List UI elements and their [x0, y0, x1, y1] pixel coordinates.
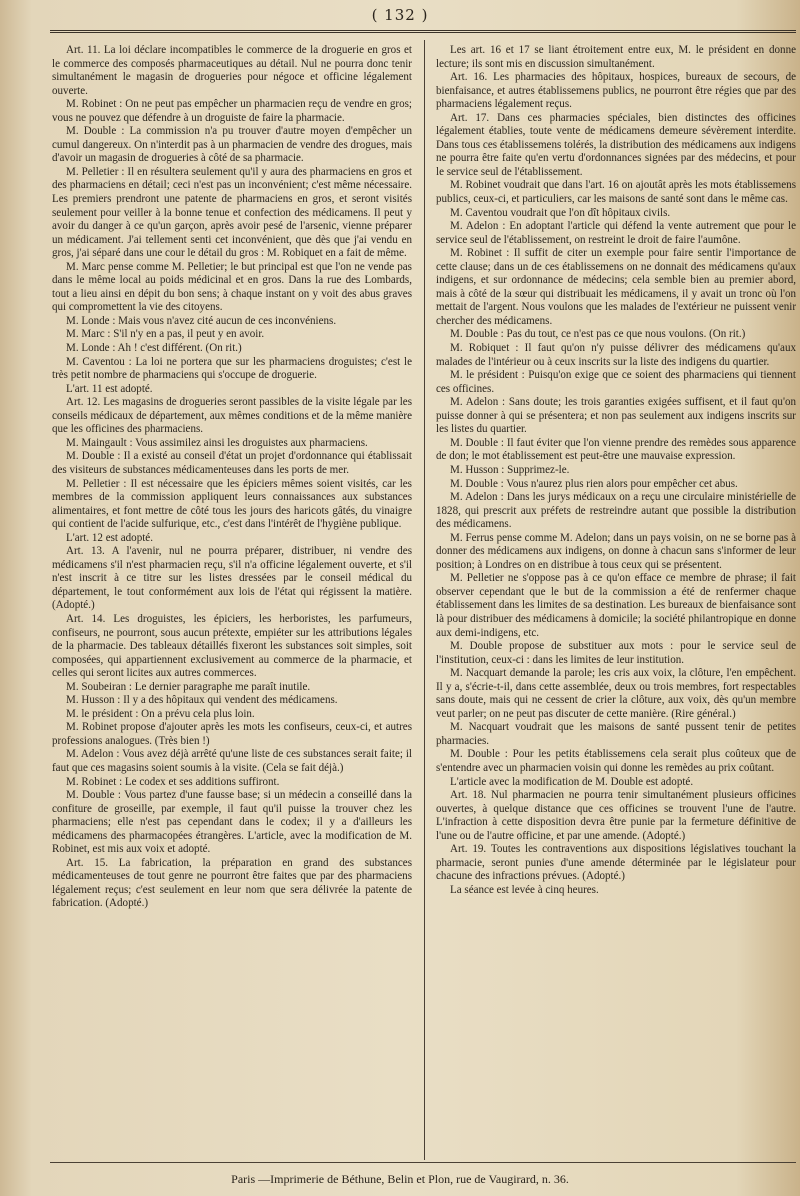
paragraph: M. Adelon : En adoptant l'article qui défend la vente autrement que pour le service seul de l'établissement, on restreint le droit de faire l'aumône. [436, 220, 796, 246]
paragraph: M. Nacquart voudrait que les maisons de santé pussent tenir de petites pharmacies. [436, 721, 796, 747]
page-number: ( 132 ) [371, 6, 429, 24]
paragraph: M. Soubeiran : Le dernier paragraphe me paraît inutile. [66, 680, 311, 693]
paragraph: M. Caventou : La loi ne portera que sur les pharmaciens droguistes; c'est le très petit nombre de pharmaciens qui s'occupe de droguerie. [52, 355, 412, 382]
paragraph: Art. 14. Les droguistes, les épiciers, les herboristes, les parfumeurs, confiseurs, ne pourront, sous aucun prétexte, empiéter sur les attributions légales de la pharmacie. Des tableaux détaillés fixeront les substances soit simples, soit composées, qui appartiennent exclusivement au commerce de la pharmacie, et celles qui seront licites aux autres commerces. [52, 612, 412, 680]
paragraph: M. Double : Vous n'aurez plus rien alors pour empêcher cet abus. [450, 477, 738, 490]
paragraph: M. Pelletier ne s'oppose pas à ce qu'on efface ce membre de phrase; il fait observer cependant que le but de la commission a été de renfermer chaque établissement dans les limites de sa destination. Les bureaux de bienfaisance sont là pour distribuer des médicamens à domicile; la société philantropique en donne aux demi-indigens, etc. [436, 572, 796, 639]
paragraph: M. Husson : Il y a des hôpitaux qui vendent des médicamens. [66, 694, 338, 707]
paragraph: M. Double : Vous partez d'une fausse base; si un médecin a conseillé dans la confiture de groseille, par exemple, il faut qu'il puisse la trouver chez les pharmaciens; elle n'est pas cependant dans le codex; il y a d'ailleurs les médicamens des pharmacopées étrangères. L'article, avec la modification de M. Robinet, est mis aux voix et adopté. [52, 789, 412, 856]
paragraph: Art. 13. A l'avenir, nul ne pourra préparer, distribuer, ni vendre des médicamens s'il n'est pharmacien reçu, s'il n'a officine légalement ouverte, et s'il n'est inscrit à ce titre sur les listes dressées par le conseil médical du département, le tout conformément aux lois de l'état qui régissent la matière. (Adopté.) [52, 545, 412, 612]
paragraph: M. Double : Pas du tout, ce n'est pas ce que nous voulons. (On rit.) [450, 328, 746, 341]
paragraph: M. Marc pense comme M. Pelletier; le but principal est que l'on ne vende pas dans le même local au poids médicinal et en gros. Dans la rue des Lombards, tout a lieu ainsi en dépit du bon sens; à chaque instant on y voit des abus graves qui compromettent la vie des citoyens. [52, 260, 412, 314]
paragraph: M. le président : On a prévu cela plus loin. [66, 707, 255, 720]
printer-imprint: Paris —Imprimerie de Béthune, Belin et Plon, rue de Vaugirard, n. 36. [231, 1172, 569, 1186]
paragraph: M. Robinet : Il suffit de citer un exemple pour faire sentir l'importance de cette clause; dans un de ces établissemens on ne donnait des médicamens qu'aux indigens, et sur ordonnance de médecins; cela semble bien au premier abord, mais à côté de la sœur qui distribuait les médicamens, il y avait un tronc où l'on mettait de l'argent. Nous voulons que les malades de l'extérieur ne puissent venir chercher des médicamens. [436, 247, 796, 327]
paragraph: M. Robinet : On ne peut pas empêcher un pharmacien reçu de vendre en gros; vous ne pouvez que défendre à un droguiste de faire la pharmacie. [52, 98, 412, 124]
paragraph: Art. 16. Les pharmacies des hôpitaux, hospices, bureaux de secours, de bienfaisance, et autres établissemens publics, ne pourront être régies que par des pharmaciens légalement reçus. [436, 71, 796, 111]
column-divider [424, 40, 425, 1160]
left-column [52, 44, 412, 911]
paragraph: M. Robiquet : Il faut qu'on n'y puisse délivrer des médicamens qu'aux malades de l'intérieur ou à ceux inscrits sur la liste des indigens du quartier. [436, 342, 796, 368]
paragraph: La séance est levée à cinq heures. [450, 883, 599, 896]
paragraph: M. Londe : Mais vous n'avez cité aucun de ces inconvéniens. [66, 314, 337, 327]
paragraph: M. Double : Il faut éviter que l'on vienne prendre des remèdes sous apparence de don; le mot établissement est peut-être une mauvaise expression. [436, 436, 796, 463]
paragraph: Art. 18. Nul pharmacien ne pourra tenir simultanément plusieurs officines ouvertes, à quelque distance que ces officines se trouvent l'une de l'autre. L'infraction à cette disposition devra être punie par la fermeture définitive de l'une ou de l'autre officine, et par une amende. (Adopté.) [436, 789, 796, 842]
paragraph: M. Double : Il a existé au conseil d'état un projet d'ordonnance qui établissait des visiteurs de substances médicamenteuses dans les ports de mer. [52, 450, 412, 476]
paragraph: M. Nacquart demande la parole; les cris aux voix, la clôture, l'en empêchent. Il y a, s'écrie-t-il, dans cette assemblée, deux ou trois membres, fort respectables sans doute, mais qui ne cessent de crier la clôture, aux voix, dès qu'un membre veut parler; on ne peut pas discuter de cette manière. (Rire général.) [436, 667, 796, 720]
paragraph: M. Maingault : Vous assimilez ainsi les droguistes aux pharmaciens. [66, 436, 368, 449]
paragraph: M. Double : Pour les petits établissemens cela serait plus coûteux que de s'entendre avec un pharmacien voisin qui donne les remèdes au prix coûtant. [436, 748, 796, 774]
paragraph: M. Robinet : Le codex et ses additions suffiront. [66, 775, 280, 788]
paragraph: M. Caventou voudrait que l'on dît hôpitaux civils. [450, 206, 671, 219]
paragraph: M. Adelon : Sans doute; les trois garanties exigées suffisent, et il faut qu'on puisse donner à qui se présentera; et non pas seulement aux indigens inscrits sur les listes du quartier. [436, 396, 796, 436]
paragraph: Art. 19. Toutes les contraventions aux dispositions législatives touchant la pharmacie, seront punies d'une amende déterminée par le législateur pour chacune des infractions prévues. (Adopté.) [436, 843, 796, 883]
paragraph: M. Londe : Ah ! c'est différent. (On rit.) [66, 342, 242, 355]
paragraph: M. le président : Puisqu'on exige que ce soient des pharmaciens qui tiennent ces officines. [436, 369, 796, 395]
paragraph: Art. 11. La loi déclare incompatibles le commerce de la droguerie en gros et le commerce des composés pharmaceutiques au détail. Nul ne pourra donc tenir simultanément le magasin de drogueries pour négoce et officine légalement ouverte. [52, 44, 412, 97]
right-column [436, 44, 796, 897]
paragraph: M. Pelletier : Il en résultera seulement qu'il y aura des pharmaciens en gros et des pharmaciens en détail; ceci n'est pas un inconvénient; c'est même nécessaire. Les premiers prendront une patente de pharmaciens en gros, et seront visités seulement pour veiller à la bonne tenue et confection des médicamens. Il peut y avoir du danger à ce qu'un garçon, après avoir pesé de l'arsenic, vienne préparer un médicament. J'ai tellement senti cet inconvénient, que dès que j'ai vendu en gros, j'ai séparé dans une cour le détail du gros : M. Robiquet en a fait de même. [52, 165, 412, 260]
paragraph: M. Adelon : Dans les jurys médicaux on a reçu une circulaire ministérielle de 1828, qui prescrit aux préfets de restreindre autant que possible la distribution des médicamens. [436, 491, 796, 531]
paragraph: M. Husson : Supprimez-le. [450, 463, 570, 476]
paragraph: M. Marc : S'il n'y en a pas, il peut y en avoir. [66, 328, 265, 341]
paragraph: Art. 17. Dans ces pharmacies spéciales, bien distinctes des officines légalement établies, toute vente de médicamens demeure sévèrement interdite. Dans tous ces établissemens tolérés, la distribution des médicamens aux indigens ne pourra être faite qu'en vertu d'ordonnances signées par des médecins, et pour le service seul de l'établissement. [436, 111, 796, 178]
footer-rule [50, 1162, 796, 1163]
paragraph: M. Double propose de substituer aux mots : pour le service seul de l'institution, ceux-ci : dans les limites de leur institution. [436, 640, 796, 666]
paragraph: M. Robinet voudrait que dans l'art. 16 on ajoutât après les mots établissemens publics, ceux-ci, et particuliers, car les maisons de santé sont dans le même cas. [436, 179, 796, 206]
paragraph: Art. 12. Les magasins de drogueries seront passibles de la visite légale par les conseils médicaux de département, aux mêmes conditions et de la même manière que les officines des pharmaciens. [52, 396, 412, 436]
paragraph: M. Double : La commission n'a pu trouver d'autre moyen d'empêcher un cumul dangereux. On n'interdit pas à un pharmacien de vendre des drogues, mais d'avoir un magasin de drogueries à côté de sa pharmacie. [52, 125, 412, 165]
paragraph: L'art. 12 est adopté. [66, 531, 153, 544]
header-rule [50, 30, 796, 33]
paragraph: M. Robinet propose d'ajouter après les mots les confiseurs, ceux-ci, et autres professions analogues. (Très bien !) [52, 721, 412, 747]
paragraph: L'art. 11 est adopté. [66, 382, 153, 395]
paragraph: Art. 15. La fabrication, la préparation en grand des substances médicamenteuses de tout genre ne pourront être faites que par des pharmaciens légalement reçus; c'est seulement en leur nom que sera délivrée la patente de fabrication. (Adopté.) [52, 856, 412, 910]
paragraph: M. Ferrus pense comme M. Adelon; dans un pays voisin, on ne se borne pas à donner des médicamens aux indigens, on donne à chacun sans s'informer de leur position; à Londres on en distribue à tous ceux qui se présentent. [436, 531, 796, 571]
paragraph: M. Pelletier : Il est nécessaire que les épiciers mêmes soient visités, car les membres de la commission appliquent leurs connaissances aux substances alimentaires, et font mettre de côté tous les jours des haricots gâtés, du vinaigre qui contient de l'acide sulfurique, etc., c'est dans l'intérêt de l'hygiène publique. [52, 477, 412, 531]
paragraph: Les art. 16 et 17 se liant étroitement entre eux, M. le président en donne lecture; ils sont mis en discussion simultanément. [436, 44, 796, 70]
paragraph: M. Adelon : Vous avez déjà arrêté qu'une liste de ces substances serait faite; il faut que ces magasins soient soumis à la visite. (Cela se fait déjà.) [52, 748, 412, 774]
paragraph: L'article avec la modification de M. Double est adopté. [450, 775, 694, 788]
